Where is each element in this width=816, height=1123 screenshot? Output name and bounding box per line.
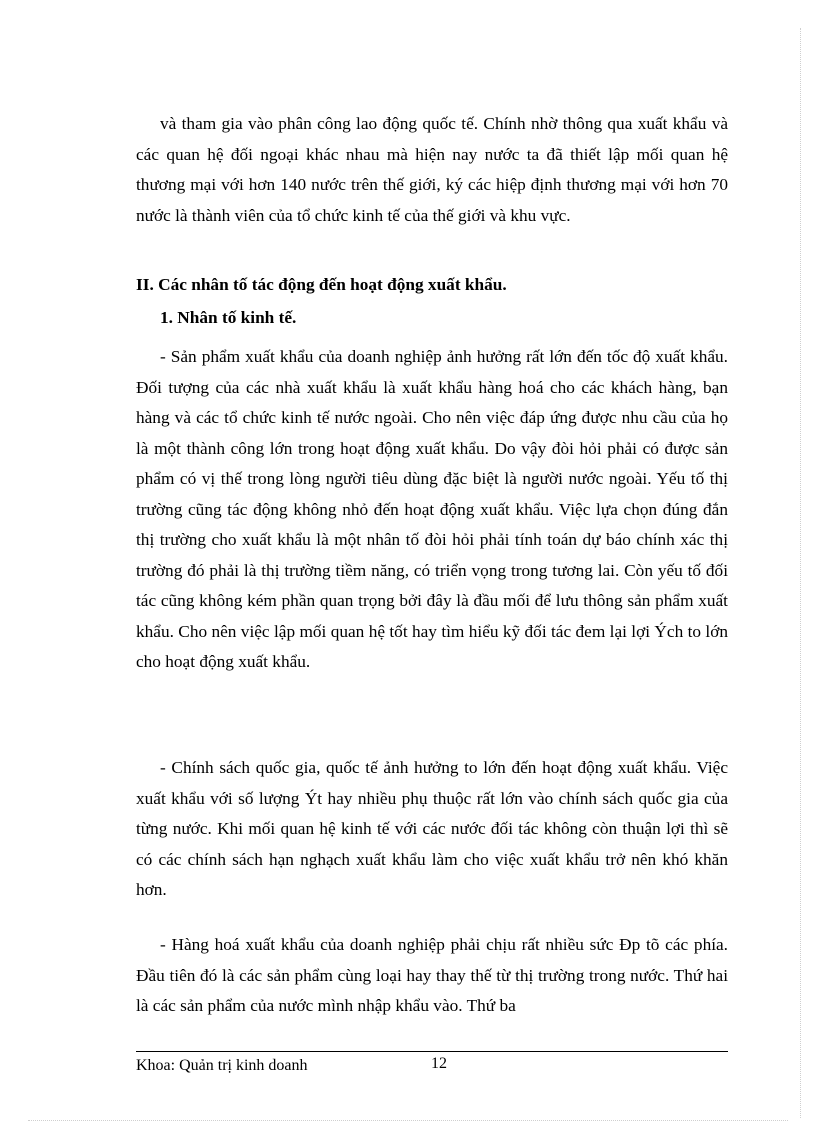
section-heading: II. Các nhân tố tác động đến hoạt động xuất khẩu. xyxy=(136,275,507,294)
page-edge-right xyxy=(800,28,801,1118)
paragraph-product: - Sản phẩm xuất khẩu của doanh nghiệp ảnh hưởng rất lớn đến tốc độ xuất khẩu. Đối tượng của các nhà xuất khẩu là xuất khẩu hàng hoá cho các khách hàng, bạn hàng và các tổ chức kinh tế nước ngoài. Cho nên việc đáp ứng được nhu cầu của họ là một thành công lớn trong hoạt động xuất khẩu. Do vậy đòi hỏi phải có được sản phẩm có vị thế trong lòng người tiêu dùng đặc biệt là người nước ngoài. Yếu tố thị trường cũng tác động không nhỏ đến hoạt động xuất khẩu. Việc lựa chọn đúng đắn thị trường cho xuất khẩu là một nhân tố đòi hỏi phải tính toán dự báo chính xác thị trường đó phải là thị trường tiềm năng, có triển vọng trong tương lai. Còn yếu tố đối tác cũng không kém phần quan trọng bởi đây là đầu mối để lưu thông sản phẩm xuất khẩu. Cho nên việc lập mối quan hệ tốt hay tìm hiểu kỹ đối tác đem lại lợi Ých to lớn cho hoạt động xuất khẩu. xyxy=(136,347,728,671)
page-edge-bottom xyxy=(28,1120,788,1121)
page-number: 12 xyxy=(431,1055,447,1072)
footer-divider xyxy=(136,1051,728,1052)
footer-faculty: Khoa: Quản trị kinh doanh xyxy=(136,1057,308,1074)
subsection-heading: 1. Nhân tố kinh tế. xyxy=(160,308,297,327)
paragraph-policy: - Chính sách quốc gia, quốc tế ảnh hưởng to lớn đến hoạt động xuất khẩu. Việc xuất khẩu với số lượng Ýt hay nhiều phụ thuộc rất lớn vào chính sách quốc gia của từng nước. Khi mối quan hệ kinh tế với các nước đối tác không còn thuận lợi thì sẽ có các chính sách hạn nghạch xuất khẩu làm cho việc xuất khẩu trở nên khó khăn hơn. xyxy=(136,758,728,899)
paragraph-pressure: - Hàng hoá xuất khẩu của doanh nghiệp phải chịu rất nhiều sức Ðp tõ các phía. Đầu tiên đó là các sản phẩm cùng loại hay thay thế từ thị trường trong nước. Thứ hai là các sản phẩm của nước mình nhập khẩu vào. Thứ ba xyxy=(136,935,728,1015)
paragraph-intro: và tham gia vào phân công lao động quốc tế. Chính nhờ thông qua xuất khẩu và các quan hệ đối ngoại khác nhau mà hiện nay nước ta đã thiết lập mối quan hệ thương mại với hơn 140 nước trên thế giới, ký các hiệp định thương mại với hơn 70 nước là thành viên của tổ chức kinh tế của thế giới và khu vực. xyxy=(136,114,728,225)
